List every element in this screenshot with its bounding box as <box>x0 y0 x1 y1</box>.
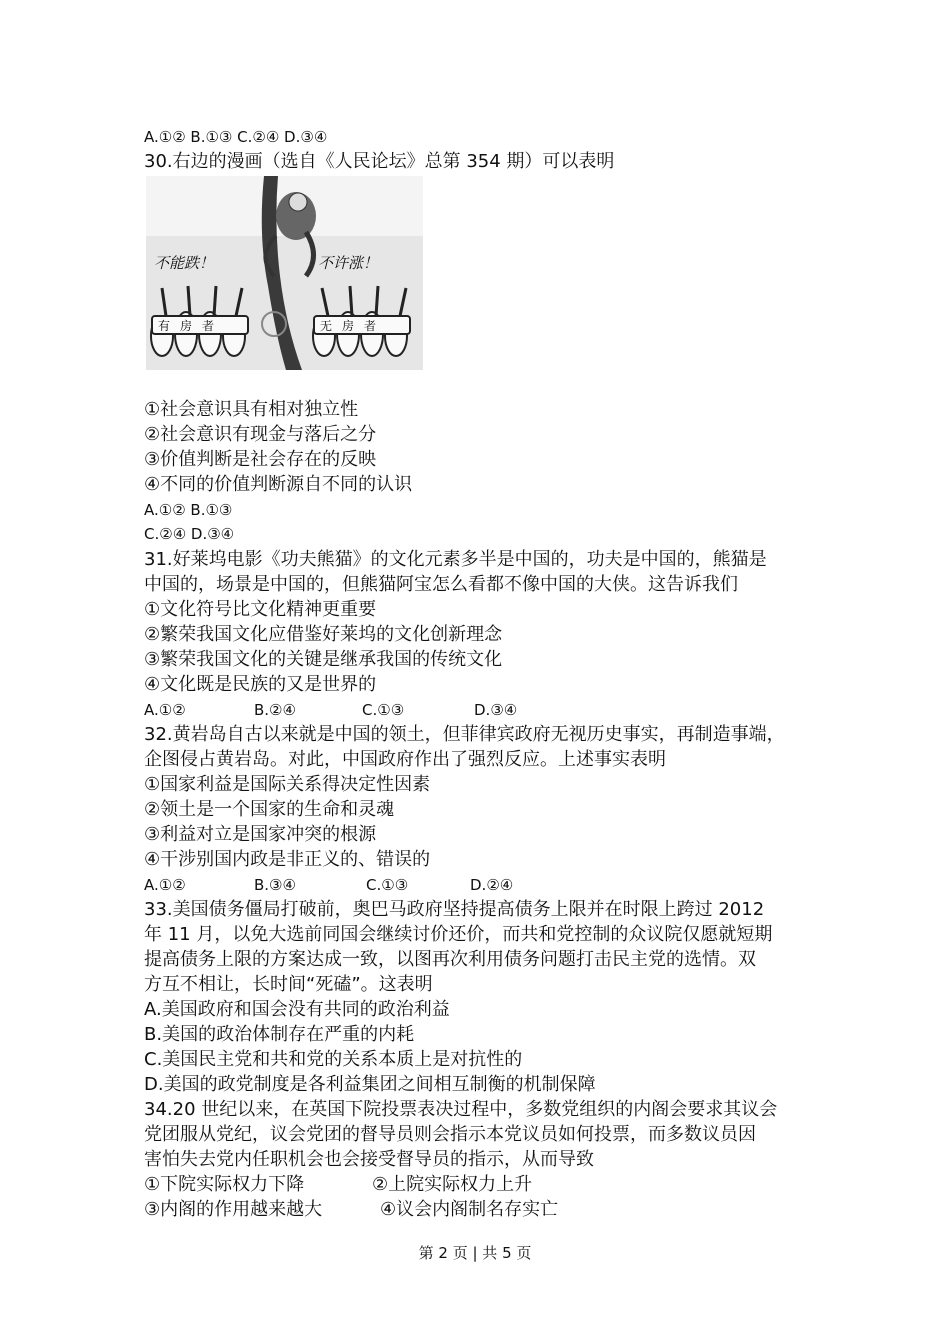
q31-stem-2: 中国的，场景是中国的，但熊猫阿宝怎么看都不像中国的大侠。这告诉我们 <box>144 574 738 595</box>
q31-option-b: B.②④ <box>254 701 296 719</box>
q34-item-4: ④议会内阁制名存实亡 <box>380 1199 559 1220</box>
q30-item-4: ④不同的价值判断源自不同的认识 <box>144 474 413 495</box>
q33-stem-4: 方互不相让，长时间“死磕”。这表明 <box>144 974 433 995</box>
q33-stem-1: 33.美国债务僵局打破前，奥巴马政府坚持提高债务上限并在时限上跨过 2012 <box>144 899 765 920</box>
cartoon-right-caption: 不许涨！ <box>318 254 379 272</box>
q34-item-2: ②上院实际权力上升 <box>372 1174 533 1195</box>
q30-stem: 30.右边的漫画（选自《人民论坛》总第 354 期）可以表明 <box>144 151 615 172</box>
q31-item-4: ④文化既是民族的又是世界的 <box>144 674 377 695</box>
q32-item-4: ④干涉别国内政是非正义的、错误的 <box>144 849 431 870</box>
q32-options <box>144 873 513 897</box>
q31-item-2: ②繁荣我国文化应借鉴好莱坞的文化创新理念 <box>144 624 503 645</box>
page-footer: 第 2 页 | 共 5 页 <box>418 1244 532 1262</box>
q34-row-2 <box>144 1198 558 1222</box>
q31-item-1: ①文化符号比文化精神更重要 <box>144 599 377 620</box>
cartoon-image <box>146 176 423 370</box>
cartoon-left-sign: 有房者 <box>158 319 225 333</box>
q30-item-3: ③价值判断是社会存在的反映 <box>144 449 377 470</box>
q29-options: A.①② B.①③ C.②④ D.③④ <box>144 128 328 146</box>
q31-option-c: C.①③ <box>362 701 405 719</box>
q32-item-3: ③利益对立是国家冲突的根源 <box>144 824 377 845</box>
cartoon-right-sign: 无房者 <box>320 319 387 333</box>
q34-item-3: ③内阁的作用越来越大 <box>144 1199 323 1220</box>
q33-option-d: D.美国的政党制度是各利益集团之间相互制衡的机制保障 <box>144 1074 596 1095</box>
q33-option-c: C.美国民主党和共和党的关系本质上是对抗性的 <box>144 1049 523 1070</box>
q31-item-3: ③繁荣我国文化的关键是继承我国的传统文化 <box>144 649 503 670</box>
q32-option-c: C.①③ <box>366 876 409 894</box>
q30-options-1: A.①② B.①③ <box>144 501 233 519</box>
q31-option-d: D.③④ <box>474 701 518 719</box>
q33-option-a: A.美国政府和国会没有共同的政治利益 <box>144 999 450 1020</box>
q34-stem-1: 34.20 世纪以来，在英国下院投票表决过程中，多数党组织的内阁会要求其议会 <box>144 1099 778 1120</box>
q34-stem-3: 害怕失去党内任职机会也会接受督导员的指示，从而导致 <box>144 1149 594 1170</box>
q33-stem-2: 年 11 月，以免大选前同国会继续讨价还价，而共和党控制的众议院仅愿就短期 <box>144 924 773 945</box>
q32-option-a: A.①② <box>144 876 186 894</box>
q30-options-2: C.②④ D.③④ <box>144 525 235 543</box>
q34-item-1: ①下院实际权力下降 <box>144 1174 305 1195</box>
cartoon-left-caption: 不能跌！ <box>154 254 215 272</box>
q31-option-a: A.①② <box>144 701 186 719</box>
q32-stem-1: 32.黄岩岛自古以来就是中国的领土，但菲律宾政府无视历史事实，再制造事端， <box>144 724 785 745</box>
q32-option-d: D.②④ <box>470 876 514 894</box>
q34-stem-2: 党团服从党纪，议会党团的督导员则会指示本党议员如何投票，而多数议员因 <box>144 1124 756 1145</box>
q30-item-2: ②社会意识有现金与落后之分 <box>144 424 377 445</box>
q34-row-1 <box>144 1173 532 1197</box>
q31-stem-1: 31.好莱坞电影《功夫熊猫》的文化元素多半是中国的，功夫是中国的，熊猫是 <box>144 549 767 570</box>
q32-item-2: ②领土是一个国家的生命和灵魂 <box>144 799 395 820</box>
q32-option-b: B.③④ <box>254 876 296 894</box>
q32-stem-2: 企图侵占黄岩岛。对此，中国政府作出了强烈反应。上述事实表明 <box>144 749 666 770</box>
q33-option-b: B.美国的政治体制存在严重的内耗 <box>144 1024 415 1045</box>
q33-stem-3: 提高债务上限的方案达成一致，以图再次利用债务问题打击民主党的选情。双 <box>144 949 756 970</box>
q32-item-1: ①国家利益是国际关系得决定性因素 <box>144 774 431 795</box>
q31-options <box>144 698 517 722</box>
q30-item-1: ①社会意识具有相对独立性 <box>144 399 359 420</box>
